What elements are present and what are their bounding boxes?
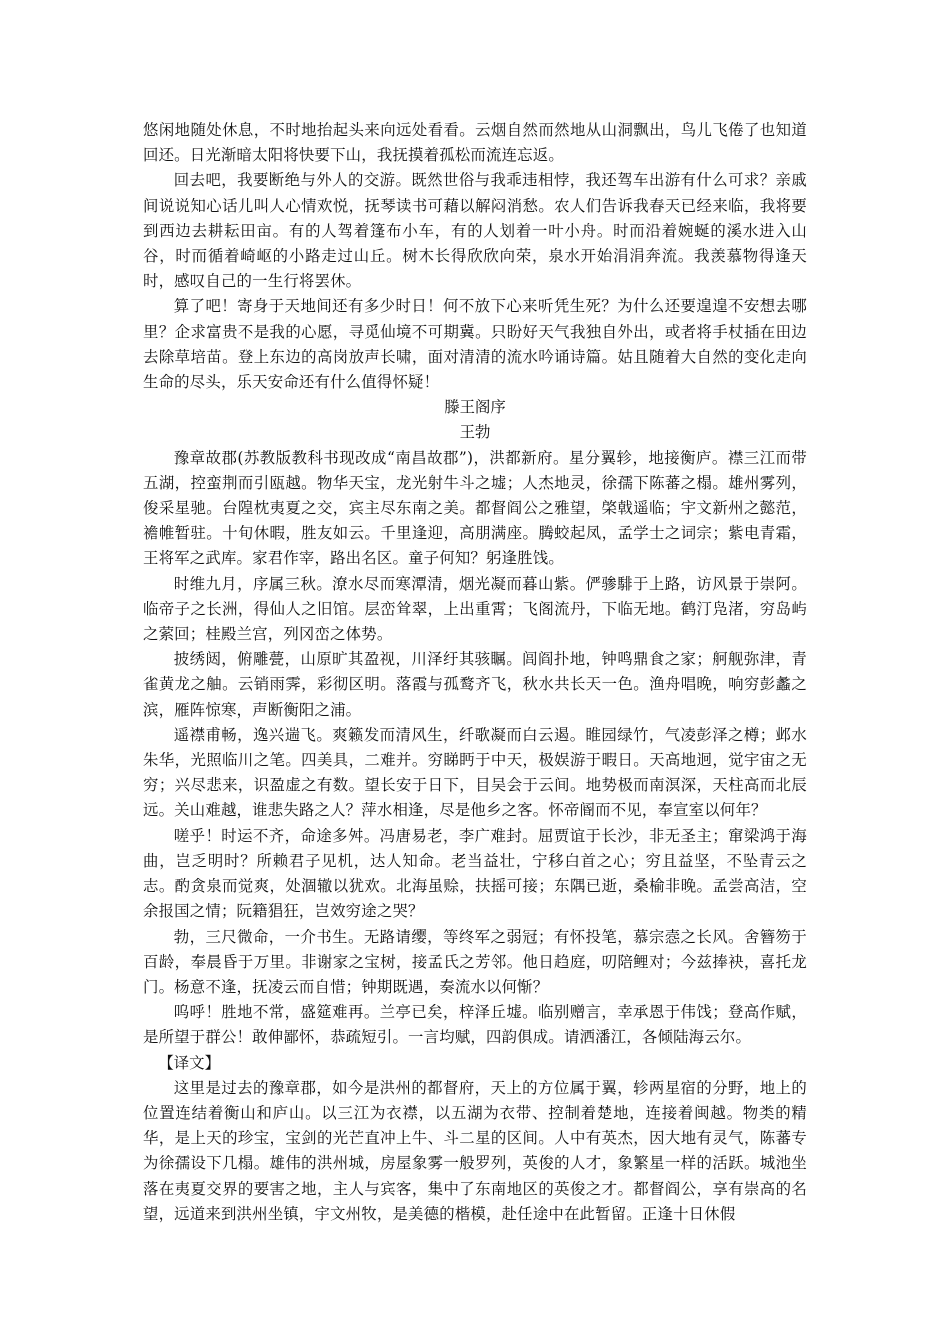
paragraph-text-6: 勃，三尺微命，一介书生。无路请缨，等终军之弱冠；有怀投笔，慕宗悫之长风。舍簪笏于百龄，奉晨昏于万里。非谢家之宝树，接孟氏之芳邻。他日趋庭，叨陪鲤对；今兹捧袂，喜托龙门。杨意不逢，抚凌云而自惜；钟期既遇，奏流水以何惭？ xyxy=(143,927,807,996)
translation-paragraph-1: 这里是过去的豫章郡，如今是洪州的都督府，天上的方位属于翼，轸两星宿的分野，地上的位置连结着衡山和庐山。以三江为衣襟，以五湖为衣带、控制着楚地，连接着闽越。物类的精华，是上天的珍宝，宝剑的光芒直冲上牛、斗二星的区间。人中有英杰，因大地有灵气，陈蕃专为徐孺设下几榻。雄伟的洪州城，房屋象雾一般罗列，英俊的人才，象繁星一样的活跃。城池坐落在夷夏交界的要害之地，主人与宾客，集中了东南地区的英俊之才。都督阎公，享有崇高的名望，远道来到洪州坐镇，宇文州牧，是美德的楷模，赴任途中在此暂留。正逢十日休假 xyxy=(143,1078,807,1223)
paragraph-text-3: 披绣闼，俯雕甍，山原旷其盈视，川泽纡其骇瞩。闾阎扑地，钟鸣鼎食之家；舸舰弥津，青雀黄龙之舳。云销雨霁，彩彻区明。落霞与孤鹜齐飞，秋水共长天一色。渔舟唱晚，响穷彭蠡之滨，雁阵惊寒，声断衡阳之浦。 xyxy=(143,650,807,719)
translation-heading: 【译文】 xyxy=(158,1053,220,1072)
document-page xyxy=(143,118,807,1227)
paragraph-guiqulai-2: 回去吧，我要断绝与外人的交游。既然世俗与我乖违相悖，我还驾车出游有什么可求？亲戚间说说知心话儿叫人心情欢悦，抚琴读书可藉以解闷消愁。农人们告诉我春天已经来临，我将要到西边去耕耘田亩。有的人驾着篷布小车，有的人划着一叶小舟。时而沿着婉蜒的溪水进入山谷，时而循着崎岖的小路走过山丘。树木长得欣欣向荣，泉水开始涓涓奔流。我羡慕物得逢天时，感叹自己的一生行将罢休。 xyxy=(143,171,807,291)
paragraph-guiqulai-1: 悠闲地随处休息，不时地抬起头来向远处看看。云烟自然而然地从山洞飘出，鸟儿飞倦了也知道回还。日光渐暗太阳将快要下山，我抚摸着孤松而流连忘返。 xyxy=(143,121,807,165)
paragraph-guiqulai-3: 算了吧！寄身于天地间还有多少时日！何不放下心来听凭生死？为什么还要遑遑不安想去哪里？企求富贵不是我的心愿，寻觅仙境不可期冀。只盼好天气我独自外出，或者将手杖插在田边去除草培苗。登上东边的高岗放声长啸，面对清清的流水吟诵诗篇。姑且随着大自然的变化走向生命的尽头，乐天安命还有什么值得怀疑！ xyxy=(143,297,807,392)
paragraph-text-5: 嗟乎！时运不齐，命途多舛。冯唐易老，李广难封。屈贾谊于长沙，非无圣主；窜梁鸿于海曲，岂乏明时？所赖君子见机，达人知命。老当益壮，宁移白首之心；穷且益坚，不坠青云之志。酌贪泉而觉爽，处涸辙以犹欢。北海虽赊，扶摇可接；东隅已逝，桑榆非晚。孟尝高洁，空余报国之情；阮籍猖狂，岂效穷途之哭？ xyxy=(143,826,807,921)
paragraph-text-7: 呜呼！胜地不常，盛筵难再。兰亭已矣，梓泽丘墟。临别赠言，幸承恩于伟饯；登高作赋，是所望于群公！敢伸鄙怀，恭疏短引。一言均赋，四韵俱成。请洒潘江，各倾陆海云尔。 xyxy=(143,1003,807,1047)
document-title: 滕王阁序 xyxy=(444,398,506,417)
document-author: 王勃 xyxy=(459,423,491,442)
paragraph-text-4: 遥襟甫畅，逸兴遄飞。爽籁发而清风生，纤歌凝而白云遏。睢园绿竹，气凌彭泽之樽；邺水朱华，光照临川之笔。四美具，二难并。穷睇眄于中天，极娱游于暇日。天高地迥，觉宇宙之无穷；兴尽悲来，识盈虚之有数。望长安于日下，目吴会于云间。地势极而南溟深，天柱高而北辰远。关山难越，谁悲失路之人？萍水相逢，尽是他乡之客。怀帝阍而不见，奉宣室以何年？ xyxy=(143,725,807,820)
paragraph-text-1: 豫章故郡(苏教版教科书现改成“南昌故郡”)，洪都新府。星分翼轸，地接衡庐。襟三江而带五湖，控蛮荆而引瓯越。物华天宝，龙光射牛斗之墟；人杰地灵，徐孺下陈蕃之榻。雄州雾列，俊采星驰。台隍枕夷夏之交，宾主尽东南之美。都督阎公之雅望，棨戟遥临；宇文新州之懿范，襜帷暂驻。十旬休暇，胜友如云。千里逢迎，高朋满座。腾蛟起凤，孟学士之词宗；紫电青霜，王将军之武库。家君作宰，路出名区。童子何知？躬逢胜饯。 xyxy=(143,448,807,568)
paragraph-text-2: 时维九月，序属三秋。潦水尽而寒潭清，烟光凝而暮山紫。俨骖騑于上路，访风景于崇阿。临帝子之长洲，得仙人之旧馆。层峦耸翠，上出重霄；飞阁流丹，下临无地。鹤汀凫渚，穷岛屿之萦回；桂殿兰宫，列冈峦之体势。 xyxy=(143,574,807,644)
